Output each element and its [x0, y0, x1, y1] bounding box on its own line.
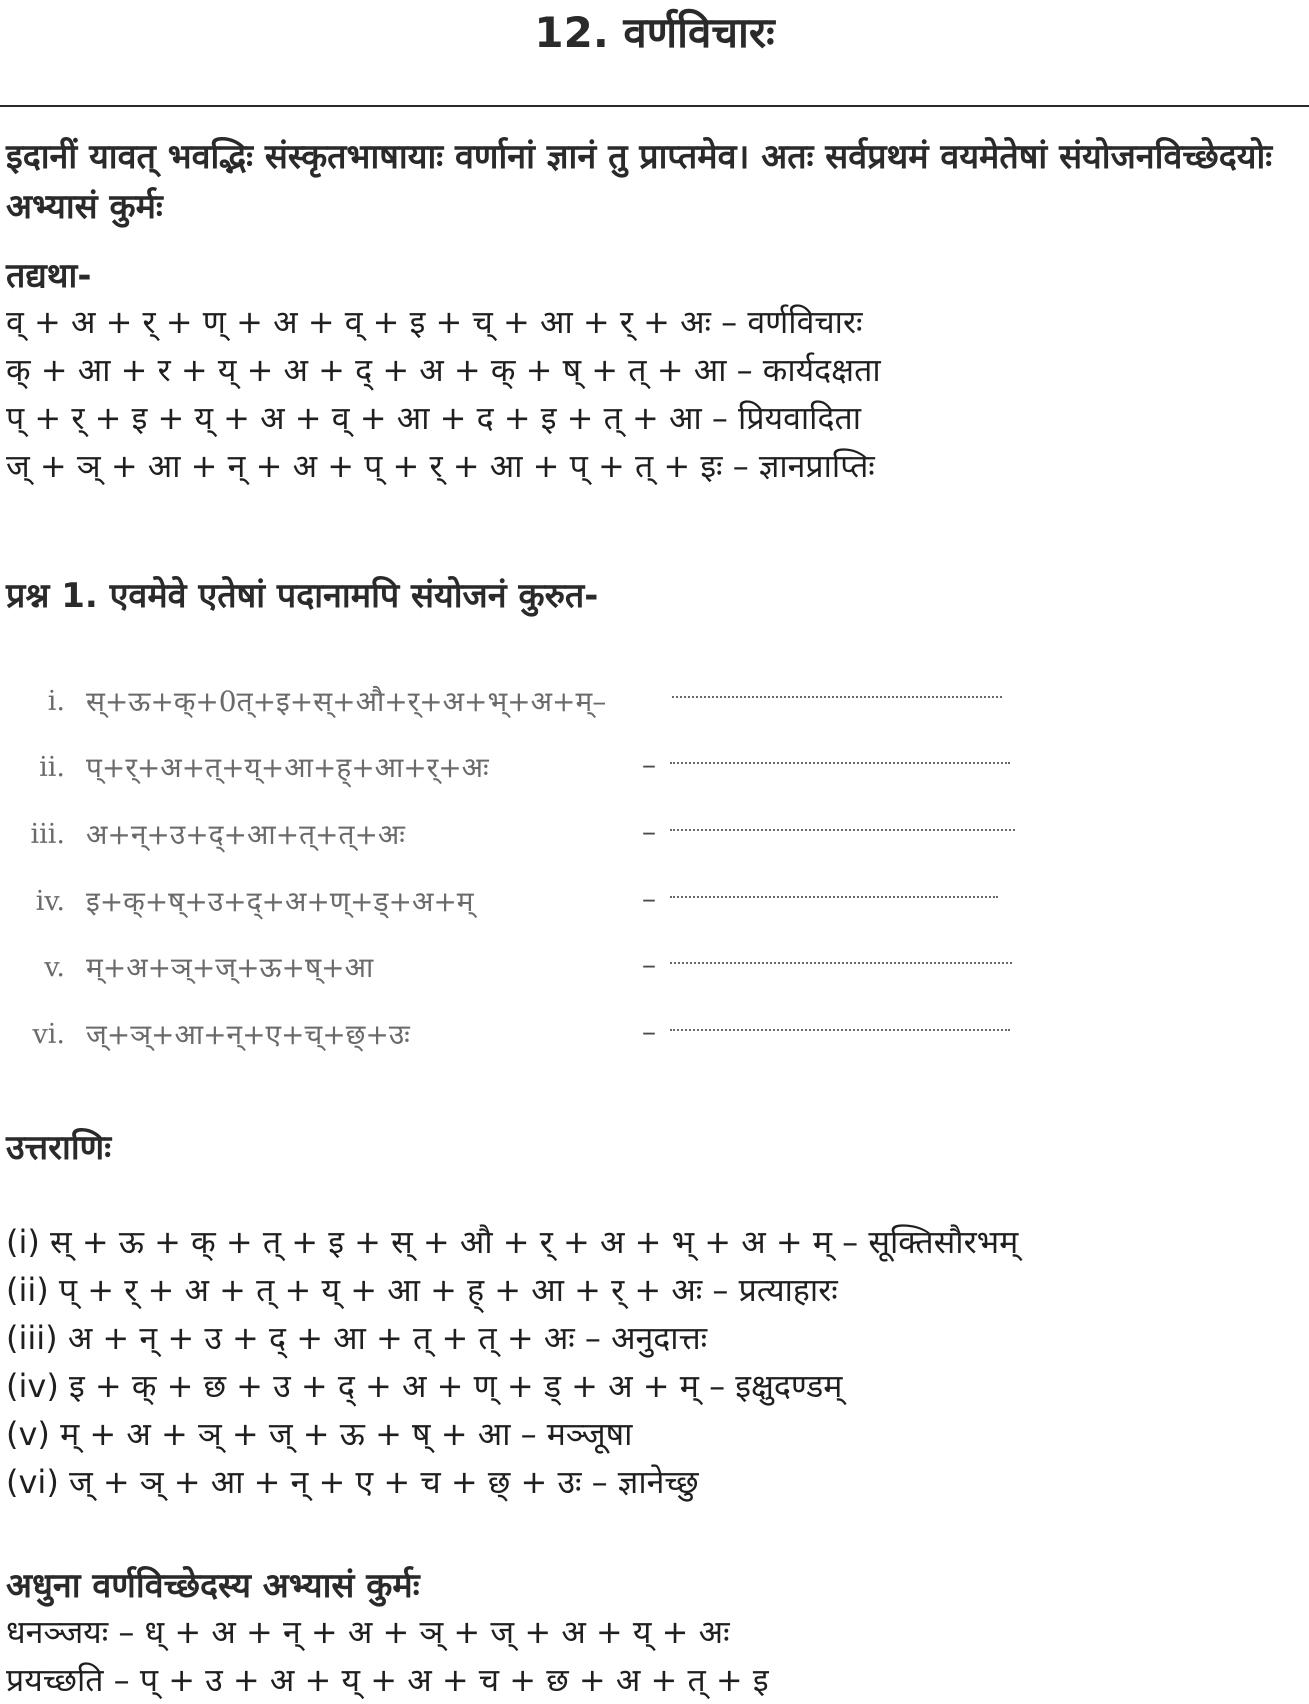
exercise-expression: ज्+ञ्+आ+न्+ए+च्+छ्+उः [86, 1018, 410, 1051]
title-divider [0, 105, 1309, 107]
exercise-dash: – [642, 815, 656, 848]
exercise-number: v. [44, 952, 65, 983]
exercise-dash: – [642, 882, 656, 915]
exercise-number: vi. [32, 1019, 65, 1050]
answer-line: (vi) ज् + ञ् + आ + न् + ए + च + छ् + उः – ज्ञानेच्छु [6, 1463, 699, 1501]
exercise-number: ii. [39, 752, 65, 783]
split-list [6, 1608, 769, 1704]
answers-list [6, 1218, 1018, 1506]
answer-line: (i) स् + ऊ + क् + त् + इ + स् + औ + र् + अ + भ् + अ + म् – सूक्तिसौरभम् [6, 1223, 1019, 1261]
answers-heading: उत्तराणिः [6, 1128, 112, 1168]
exercise-expression: इ+क्+ष्+उ+द्+अ+ण्+ड्+अ+म् [86, 885, 474, 918]
split-heading: अधुना वर्णविच्छेदस्य अभ्यासं कुर्मः [6, 1566, 420, 1606]
answer-blank[interactable] [670, 762, 1010, 764]
question-heading: प्रश्न 1. एवमेवे एतेषां पदानामपि संयोजनं कुरुत- [6, 576, 599, 616]
exercise-row [0, 876, 1050, 936]
example-line: व् + अ + र् + ण् + अ + व् + इ + च् + आ + र् + अः – वर्णविचारः [6, 303, 863, 341]
split-line: धनञ्जयः – ध् + अ + न् + अ + ञ् + ज् + अ + य् + अः [6, 1613, 730, 1651]
exercise-number: iii. [30, 819, 65, 850]
answer-line: (iii) अ + न् + उ + द् + आ + त् + त् + अः – अनुदात्तः [6, 1319, 708, 1357]
exercise-dash: – [642, 948, 656, 981]
exercise-expression: म्+अ+ञ्+ज्+ऊ+ष्+आ [86, 951, 374, 984]
answer-blank[interactable] [670, 829, 1015, 831]
exercise-row [0, 1009, 1050, 1069]
answer-line: (ii) प् + र् + अ + त् + य् + आ + ह् + आ + र् + अः – प्रत्याहारः [6, 1271, 838, 1309]
answer-blank[interactable] [670, 896, 998, 898]
answer-blank[interactable] [672, 696, 1002, 698]
exercise-row [0, 676, 1050, 736]
examples-list [6, 298, 881, 490]
intro-paragraph: इदानीं यावत् भवद्भिः संस्कृतभाषायाः वर्णानां ज्ञानं तु प्राप्तमेव। अतः सर्वप्रथमं वयमेतेषां संयोजनविच्छेदयोः अभ्यासं कुर्मः [6, 137, 1273, 227]
exercise-row [0, 742, 1050, 802]
example-line: प् + र् + इ + य् + अ + व् + आ + द + इ + त् + आ – प्रियवादिता [6, 399, 861, 437]
exercise-expression: अ+न्+उ+द्+आ+त्+त्+अः [86, 818, 405, 851]
answer-blank[interactable] [670, 962, 1012, 964]
exercise-row [0, 809, 1050, 869]
exercise-expression: स्+ऊ+क्+0त्+इ+स्+औ+र्+अ+भ्+अ+म्– [86, 685, 607, 718]
examples-heading: तद्यथा- [6, 256, 92, 296]
answer-line: (v) म् + अ + ञ् + ज् + ऊ + ष् + आ – मञ्जूषा [6, 1415, 633, 1453]
page-title: 12. वर्णविचारः [534, 8, 775, 57]
exercise-expression: प्+र्+अ+त्+य्+आ+ह्+आ+र्+अः [86, 751, 489, 784]
exercise-row [0, 942, 1050, 1002]
exercise-dash: – [642, 748, 656, 781]
exercise-number: iv. [35, 886, 65, 917]
example-line: ज् + ञ् + आ + न् + अ + प् + र् + आ + प् + त् + इः – ज्ञानप्राप्तिः [6, 447, 875, 485]
example-line: क् + आ + र + य् + अ + द् + अ + क् + ष् + त् + आ – कार्यदक्षता [6, 351, 881, 389]
split-line: प्रयच्छति – प् + उ + अ + य् + अ + च + छ + अ + त् + इ [6, 1661, 769, 1699]
answer-line: (iv) इ + क् + छ + उ + द् + अ + ण् + ड् + अ + म् – इक्षुदण्डम् [6, 1367, 843, 1405]
answer-blank[interactable] [670, 1029, 1010, 1031]
exercise-dash: – [642, 1015, 656, 1048]
exercise-number: i. [47, 686, 65, 717]
